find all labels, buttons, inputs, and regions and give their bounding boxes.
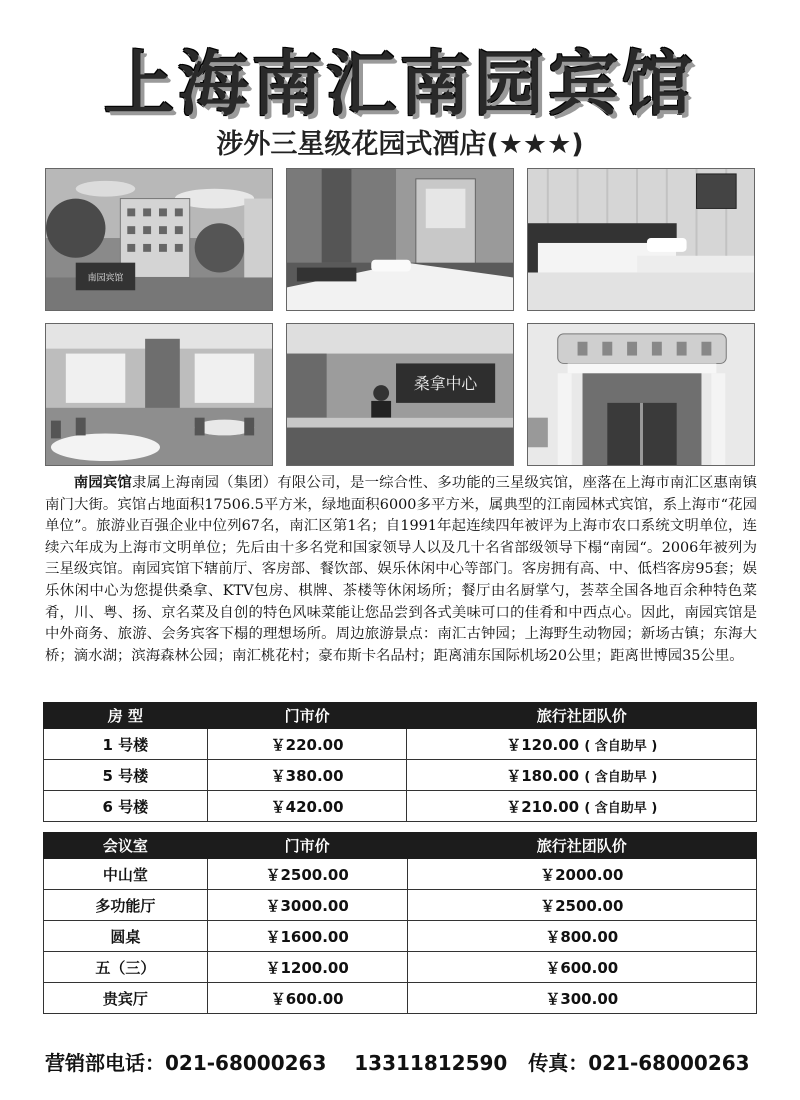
group-price-cell: ￥800.00: [407, 921, 756, 952]
page-subtitle: 涉外三星级花园式酒店(★★★): [216, 129, 584, 160]
retail-price-cell: ￥220.00: [207, 729, 407, 760]
meeting-room-price-table: [43, 832, 757, 1014]
intro-lead: 南园宾馆: [73, 474, 132, 491]
fax-number: 021-68000263: [588, 1051, 750, 1075]
breakfast-note: ( 含自助早 ): [584, 738, 658, 754]
group-price-cell: ￥300.00: [407, 983, 756, 1014]
room-type-cell: 1 号楼: [44, 729, 208, 760]
retail-price-cell: ￥2500.00: [207, 859, 407, 890]
room-type-cell: 5 号楼: [44, 760, 208, 791]
retail-price-cell: ￥1600.00: [207, 921, 407, 952]
meeting-room-cell: 圆桌: [44, 921, 208, 952]
breakfast-note: ( 含自助早 ): [584, 800, 658, 816]
photo-gallery: [45, 168, 755, 466]
retail-price-cell: ￥420.00: [207, 791, 407, 822]
sauna-reception-photo: [286, 323, 514, 466]
intro-body: 隶属上海南园（集团）有限公司，是一综合性、多功能的三星级宾馆，座落在上海市南汇区惠南镇南门大街。宾馆占地面积17506.5平方米，绿地面积6000多平方米，属典型的江南园林式宾馆，系上海市“花园单位”。旅游业百强企业中位列67名，南汇区第1名；自1991年起连续四年被评为上海市农口系统文明单位，连续六年成为上海市文明单位；先后由十多名党和国家领导人以及几十名省部级领导下榻“南园“。2006年被列为三星级宾馆。南园宾馆下辖前厅、客房部、餐饮部、娱乐休闲中心等部门。客房拥有高、中、低档客房95套；娱乐休闲中心为您提供桑拿、KTV包房、棋牌、茶楼等休闲场所；餐厅由名厨掌勺，荟萃全国各地百余种特色菜肴，川、粤、扬、京名菜及自创的特色风味菜能让您品尝到各式美味可口的佳肴和中西点心。因此，南园宾馆是中外商务、旅游、会务宾客下榻的理想场所。周边旅游景点：南汇古钟园；上海野生动物园；新场古镇；东海大桥；滴水湖；滨海森林公园；南汇桃花村；豪布斯卡名品村；距离浦东国际机场20公里；距离世博园35公里。: [45, 475, 757, 664]
hotel-introduction: [45, 472, 757, 667]
group-price-value: ￥180.00: [506, 766, 580, 785]
mobile-phone: 13311812590: [354, 1051, 508, 1075]
group-price-cell: ￥2500.00: [407, 890, 756, 921]
table-row: [44, 983, 757, 1014]
col-group-price: 旅行社团队价: [407, 703, 757, 729]
restaurant-photo: [45, 323, 273, 466]
table-header-row: [44, 833, 757, 859]
meeting-room-cell: 贵宾厅: [44, 983, 208, 1014]
hotel-exterior-photo: [45, 168, 273, 311]
col-group-price: 旅行社团队价: [407, 833, 756, 859]
group-price-cell: ￥600.00: [407, 952, 756, 983]
group-price-cell: ￥2000.00: [407, 859, 756, 890]
hotel-sign-text: 南园宾馆: [87, 273, 124, 284]
table-row: [44, 921, 757, 952]
retail-price-cell: ￥3000.00: [207, 890, 407, 921]
col-retail-price: 门市价: [207, 833, 407, 859]
group-price-cell: [407, 729, 757, 760]
sales-phone: 021-68000263: [165, 1051, 327, 1075]
group-price-cell: [407, 791, 757, 822]
table-header-row: [44, 703, 757, 729]
group-price-cell: [407, 760, 757, 791]
room-type-cell: 6 号楼: [44, 791, 208, 822]
meeting-room-cell: 多功能厅: [44, 890, 208, 921]
table-row: [44, 729, 757, 760]
retail-price-cell: ￥600.00: [207, 983, 407, 1014]
table-row: [44, 791, 757, 822]
meeting-room-cell: 五（三）: [44, 952, 208, 983]
table-row: [44, 890, 757, 921]
col-room-type: 房 型: [44, 703, 208, 729]
contact-line: [45, 1047, 757, 1076]
twin-room-photo-2: [527, 168, 755, 311]
entrance-building-photo: [527, 323, 755, 466]
group-price-value: ￥120.00: [506, 735, 580, 754]
meeting-room-cell: 中山堂: [44, 859, 208, 890]
col-meeting-room: 会议室: [44, 833, 208, 859]
group-price-value: ￥210.00: [506, 797, 580, 816]
page-title: 上海南汇南园宾馆: [104, 43, 696, 125]
sales-phone-label: 营销部电话：: [45, 1051, 165, 1075]
retail-price-cell: ￥380.00: [207, 760, 407, 791]
table-row: [44, 952, 757, 983]
twin-room-photo-1: [286, 168, 514, 311]
fax-label: 传真：: [528, 1051, 589, 1075]
room-price-table: [43, 702, 757, 822]
table-row: [44, 760, 757, 791]
col-retail-price: 门市价: [207, 703, 407, 729]
retail-price-cell: ￥1200.00: [207, 952, 407, 983]
breakfast-note: ( 含自助早 ): [584, 769, 658, 785]
table-row: [44, 859, 757, 890]
sauna-sign-text: 桑拿中心: [413, 374, 478, 394]
